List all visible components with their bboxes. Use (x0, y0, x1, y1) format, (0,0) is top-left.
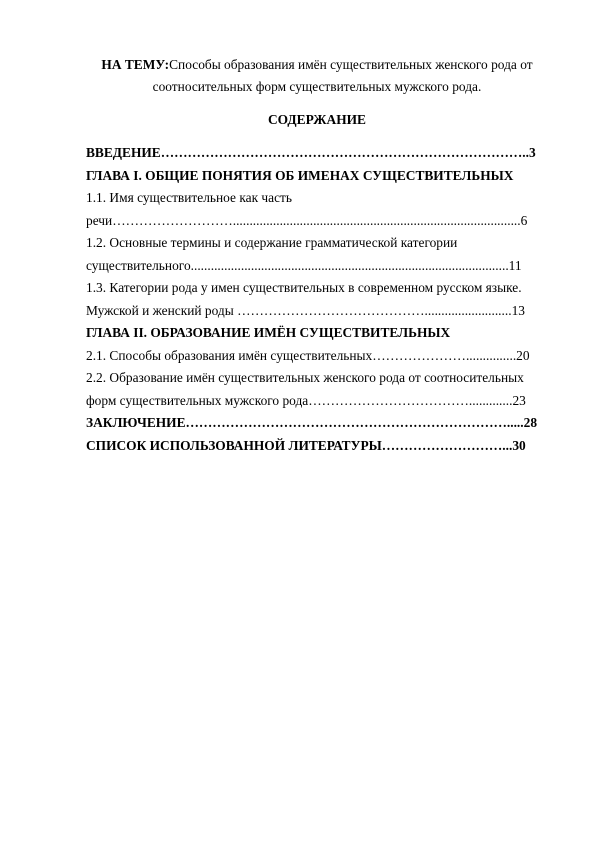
toc-entry-1-3-a: 1.3. Категории рода у имен существительных в современном русском языке. (86, 280, 522, 295)
toc-entry-1-1-a: 1.1. Имя существительное как часть (86, 190, 292, 205)
toc-chapter-1: ГЛАВА I. ОБЩИЕ ПОНЯТИЯ ОБ ИМЕНАХ СУЩЕСТВИТЕЛЬНЫХ (86, 167, 514, 183)
topic-label: НА ТЕМУ: (101, 57, 170, 72)
toc-entry-1-1-b: речи………………………......................................................................................6 (86, 212, 528, 228)
toc-entry-references: СПИСОК ИСПОЛЬЗОВАННОЙ ЛИТЕРАТУРЫ………………………...30 (86, 437, 526, 453)
toc-entry-1-2-a: 1.2. Основные термины и содержание грамматической категории (86, 235, 458, 250)
toc-entry-2-2-a: 2.2. Образование имён существительных женского рода от соотносительных (86, 370, 524, 385)
toc-entry-2-2-b: форм существительных мужского рода……………………………….............23 (86, 392, 526, 408)
topic-line-2: соотносительных форм существительных мужского рода. (152, 79, 482, 94)
toc-entry-introduction: ВВЕДЕНИЕ………………………………………………………………………..3 (86, 145, 536, 160)
table-of-contents (86, 142, 548, 457)
toc-entry-2-1: 2.1. Способы образования имён существительных…………………...............20 (86, 347, 530, 363)
toc-chapter-2: ГЛАВА II. ОБРАЗОВАНИЕ ИМЁН СУЩЕСТВИТЕЛЬНЫХ (86, 325, 451, 340)
toc-entry-1-3-b: Мужской и женский роды ……………………………………..........................13 (86, 302, 525, 318)
topic-heading (86, 54, 548, 98)
toc-entry-1-2-b: существительного...............................................................................................11 (86, 257, 522, 273)
toc-title: СОДЕРЖАНИЕ (268, 112, 366, 127)
toc-entry-conclusion: ЗАКЛЮЧЕНИЕ……………………………………………………………….....28 (86, 415, 538, 430)
topic-line-1: Способы образования имён существительных женского рода от (169, 57, 533, 72)
